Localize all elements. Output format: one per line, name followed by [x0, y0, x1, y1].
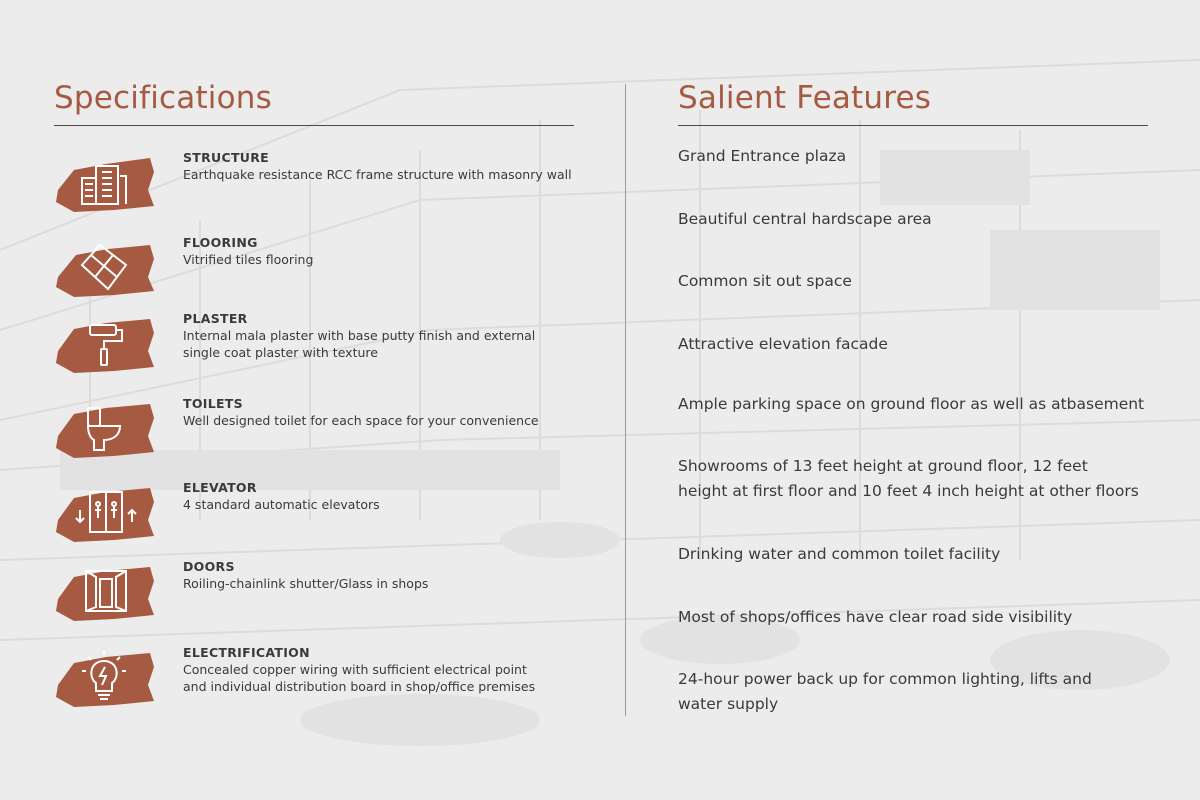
feature-text: Ample parking space on ground floor as well as atbasement	[678, 395, 1145, 413]
feature-text: Attractive elevation facade	[678, 335, 888, 353]
feature-text: 24-hour power back up for common lighting, lifts and	[678, 670, 1092, 688]
feature-item	[678, 392, 1148, 417]
spec-label: FLOORING	[183, 235, 258, 250]
spec-desc: Earthquake resistance RCC frame structure with masonry wall	[183, 167, 572, 182]
spec-item-flooring	[54, 235, 574, 305]
feature-text: Showrooms of 13 feet height at ground floor, 12 feet	[678, 457, 1088, 475]
spec-label: TOILETS	[183, 396, 243, 411]
spec-label: STRUCTURE	[183, 150, 270, 165]
salient-features-title: Salient Features	[678, 80, 932, 116]
feature-text: height at first floor and 10 feet 4 inch height at other floors	[678, 482, 1139, 500]
spec-label: PLASTER	[183, 311, 248, 326]
column-divider	[625, 84, 626, 716]
feature-text: Grand Entrance plaza	[678, 147, 847, 165]
specifications-title-rule	[54, 125, 574, 126]
door-icon	[54, 559, 158, 625]
spec-desc: Well designed toilet for each space for your convenience	[183, 413, 539, 428]
feature-item	[678, 605, 1148, 630]
spec-item-electrification	[54, 645, 574, 715]
feature-item	[678, 332, 1148, 357]
specifications-title: Specifications	[54, 80, 272, 116]
spec-item-structure	[54, 150, 574, 220]
feature-item	[678, 269, 1148, 294]
spec-desc: and individual distribution board in shop/office premises	[183, 679, 536, 694]
feature-item	[678, 454, 1148, 504]
salient-features-section	[678, 78, 1148, 713]
spec-desc: Roiling-chainlink shutter/Glass in shops	[183, 576, 429, 591]
feature-item	[678, 207, 1148, 232]
salient-features-title-rule	[678, 125, 1148, 126]
spec-desc: Internal mala plaster with base putty finish and external	[183, 328, 536, 343]
specifications-list	[54, 150, 574, 750]
spec-item-plaster	[54, 311, 574, 381]
spec-desc: 4 standard automatic elevators	[183, 497, 380, 512]
spec-desc: single coat plaster with texture	[183, 345, 378, 360]
light-bulb-icon	[54, 645, 158, 711]
feature-text: Drinking water and common toilet facility	[678, 545, 1001, 563]
spec-label: DOORS	[183, 559, 235, 574]
feature-text: Most of shops/offices have clear road side visibility	[678, 608, 1073, 626]
spec-desc: Concealed copper wiring with sufficient electrical point	[183, 662, 527, 677]
spec-item-toilets	[54, 396, 574, 466]
spec-label: ELEVATOR	[183, 480, 257, 495]
feature-item	[678, 144, 1148, 169]
paint-roller-icon	[54, 311, 158, 377]
feature-text: Beautiful central hardscape area	[678, 210, 932, 228]
feature-text: Common sit out space	[678, 272, 852, 290]
feature-item	[678, 542, 1148, 567]
toilet-icon	[54, 396, 158, 462]
feature-item	[678, 667, 1148, 717]
spec-label: ELECTRIFICATION	[183, 645, 310, 660]
spec-desc: Vitrified tiles flooring	[183, 252, 314, 267]
spec-item-elevator	[54, 480, 574, 550]
specifications-section	[54, 78, 574, 694]
elevator-icon	[54, 480, 158, 546]
feature-text: water supply	[678, 695, 779, 713]
building-icon	[54, 150, 158, 216]
tiles-icon	[54, 235, 158, 301]
spec-item-doors	[54, 559, 574, 629]
